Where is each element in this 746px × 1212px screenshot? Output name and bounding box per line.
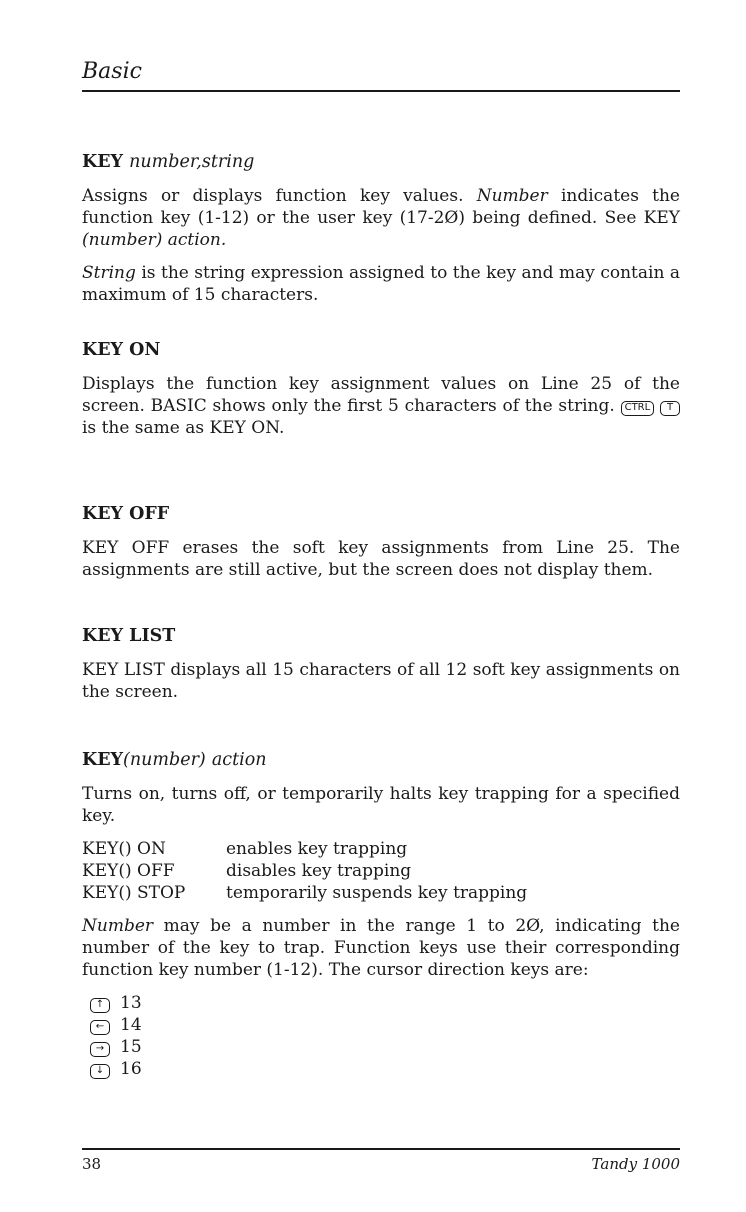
key-trap-command-table [82,838,527,904]
text-run: is the string expression assigned to the key and may contain a maximum of 15 characters. [82,263,680,305]
ctrl-key-icon: CTRL [621,401,655,416]
section-key-on [82,338,680,439]
text-run: Assigns or displays function key values. [82,186,464,206]
section-heading [82,748,680,772]
section-heading: KEY ON [82,340,161,360]
command-cell: KEY() OFF [82,861,175,881]
right-arrow-key-icon: → [90,1042,110,1057]
section-heading: KEY LIST [82,626,176,646]
description-cell: temporarily suspends key trapping [226,883,528,903]
key-number: 13 [120,993,142,1013]
heading-keyword: KEY [82,152,124,172]
table-row [82,838,527,860]
description-cell: enables key trapping [226,839,408,859]
italic-term: Number [82,916,154,936]
section-heading: KEY OFF [82,504,170,524]
heading-args: action [211,750,267,770]
left-arrow-key-icon: ← [90,1020,110,1035]
heading-args: number,string [129,152,255,172]
cursor-key-list [82,992,680,1080]
t-key-icon: T [660,401,680,416]
footer-title: Tandy 1000 [591,1155,680,1173]
down-arrow-key-icon: ↓ [90,1064,110,1079]
description-paragraph: KEY LIST displays all 15 characters of all 12 soft key assignments on the screen. [82,660,680,702]
description-paragraph [82,185,680,251]
list-item [82,992,680,1014]
list-item [82,1036,680,1058]
description-cell: disables key trapping [226,861,412,881]
string-paragraph [82,262,680,306]
italic-term: String [82,263,136,283]
section-key-number-string [82,150,680,306]
list-item [82,1058,680,1080]
heading-args: (number) [123,750,206,770]
key-number: 16 [120,1059,142,1079]
section-key-off [82,502,680,581]
command-cell: KEY() ON [82,839,166,859]
running-head: Basic [82,59,142,84]
text-run: is the same as KEY ON. [82,418,285,438]
table-row [82,860,527,882]
italic-term: Number [476,186,548,206]
text-run: indicates the function key (1-12) or the user key (17-2Ø) being defined. See KEY [82,186,680,228]
description-paragraph: Turns on, turns off, or temporarily halts key trapping for a specified key. [82,784,680,826]
section-key-number-action [82,748,680,1080]
number-paragraph [82,915,680,981]
section-heading [82,150,680,174]
footer-rule [82,1148,680,1150]
text-run: may be a number in the range 1 to 2Ø, indicating the number of the key to trap. Function keys use their corresponding function key number (1-12). The cursor direction keys are: [82,916,680,980]
header-rule [82,90,680,92]
description-paragraph: KEY OFF erases the soft key assignments from Line 25. The assignments are still active, but the screen does not display them. [82,538,680,580]
table-row [82,882,527,904]
section-key-list [82,624,680,703]
key-number: 14 [120,1015,142,1035]
heading-keyword: KEY [82,750,124,770]
up-arrow-key-icon: ↑ [90,998,110,1013]
list-item [82,1014,680,1036]
text-run: Displays the function key assignment values on Line 25 of the screen. BASIC shows only the first 5 characters of the string. [82,374,680,416]
italic-term: (number) action. [82,230,227,250]
command-cell: KEY() STOP [82,883,186,903]
key-number: 15 [120,1037,142,1057]
description-paragraph [82,373,680,439]
page-number: 38 [82,1155,102,1173]
manual-page [82,0,680,1212]
